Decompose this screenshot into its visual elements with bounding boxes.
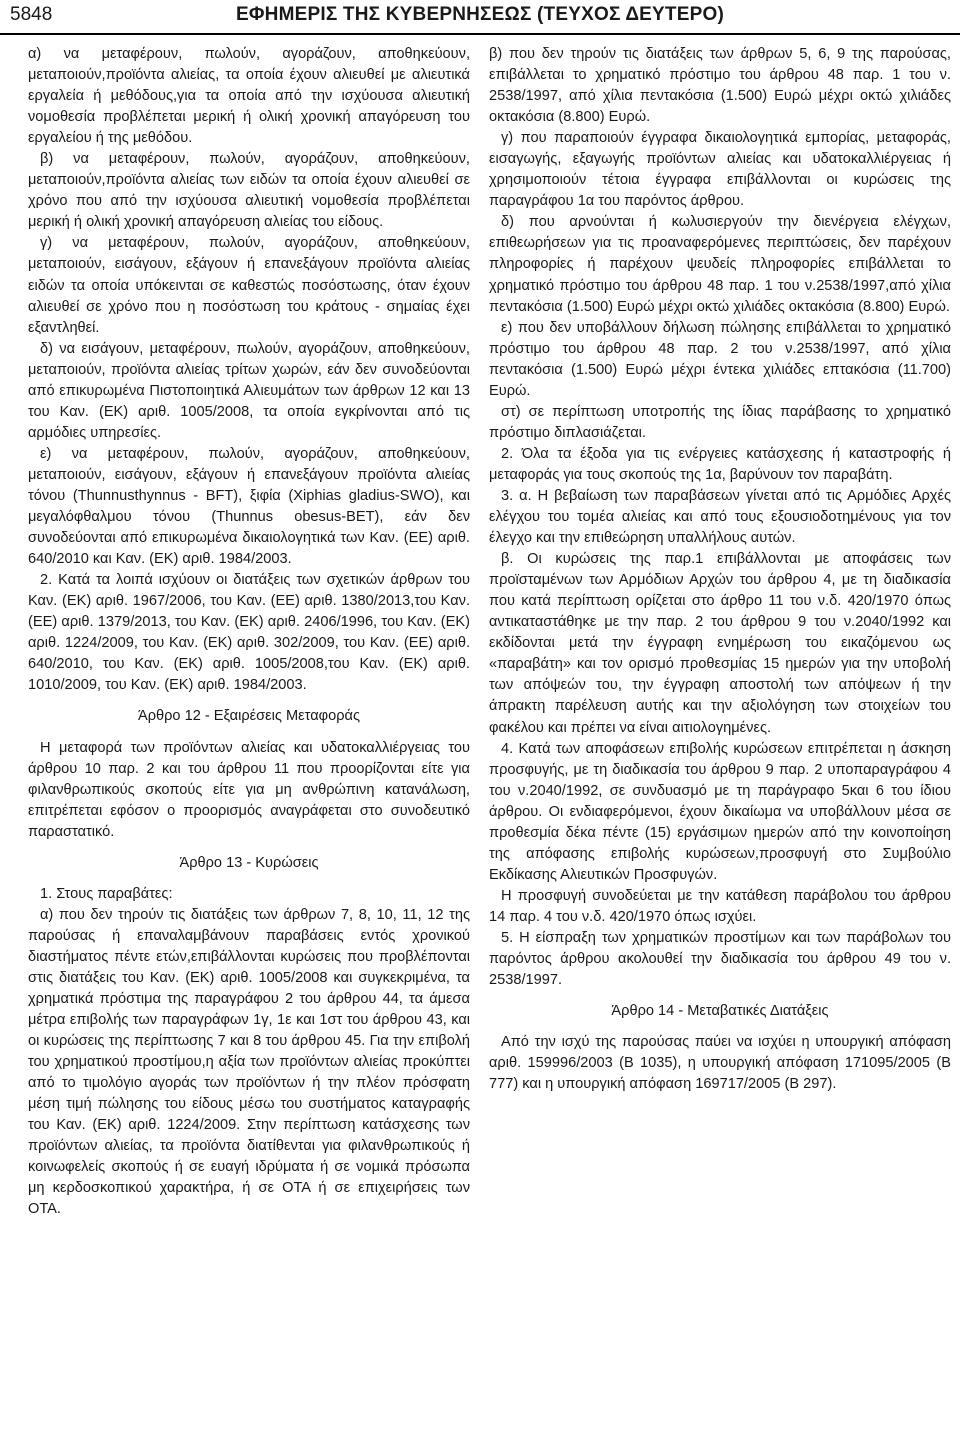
paragraph: γ) που παραποιούν έγγραφα δικαιολογητικά εμπορίας, μεταφοράς, εισαγωγής, εξαγωγής προϊόντων αλιείας και υδατοκαλλιέργειας ή χρησιμοποιούν τέτοια έγγραφα επιβάλλονται οι κυρώσεις της παραγράφου 1α του παρόντος άρθρου. <box>489 130 951 210</box>
gazette-title: ΕΦΗΜΕΡΙΣ ΤΗΣ ΚΥΒΕΡΝΗΣΕΩΣ (ΤΕΥΧΟΣ ΔΕΥΤΕΡΟ) <box>236 4 724 25</box>
paragraph: στ) σε περίπτωση υποτροπής της ίδιας παράβασης το χρηματικό πρόστιμο διπλασιάζεται. <box>489 403 951 441</box>
paragraph: 2. Όλα τα έξοδα για τις ενέργειες κατάσχεσης ή καταστροφής ή μεταφοράς για τους σκοπούς της 1α, βαρύνουν τον παραβάτη. <box>489 445 951 483</box>
paragraph: α) που δεν τηρούν τις διατάξεις των άρθρων 7, 8, 10, 11, 12 της παρούσας ή επαναλαμβάνουν παραβάσεις εντός χρονικού διαστήματος πέντε ετών,επιβάλλονται κυρώσεις που προβλέπονται στις διατάξεις του Καν. (ΕΚ) αριθ. 1005/2008 και συγκεκριμένα, τα χρηματικά πρόστιμα της παραγράφου 2 του άρθρου 44, τα άμεσα μέτρα επιβολής των παραγράφων 1γ, 1ε και 1στ του άρθρου 43, και οι κυρώσεις της περίπτωσης 7 και 8 του άρθρου 45. Για την επιβολή του χρηματικού προστίμου,η αξία των προϊόντων αλιείας προκύπτει από το τιμολόγιο αγοράς των προϊόντων ή την πλέον πρόσφατη μέση τιμή πώλησης του είδους μέσω του συστήματος καταγραφής του Καν. (ΕΚ) αριθ. 1224/2009. Στην περίπτωση κατάσχεσης των προϊόντων αλιείας, τα προϊόντα διατίθενται για φιλανθρωπικούς ή κοινωφελείς σκοπούς ή σε ευαγή ιδρύματα ή σε νομικά πρόσωπα μη κερδοσκοπικού χαρακτήρα, ή σε ΟΤΑ ή σε επιχειρήσεις των ΟΤΑ. <box>28 906 470 1218</box>
paragraph: 5. Η είσπραξη των χρηματικών προστίμων και των παράβολων του παρόντος άρθρου ακολουθεί την διαδικασία του άρθρου 49 του ν. 2538/1997. <box>489 929 951 989</box>
paragraph: ε) να μεταφέρουν, πωλούν, αγοράζουν, αποθηκεύουν, μεταποιούν, εισάγουν, εξάγουν ή επανεξάγουν προϊόντα αλιείας τόνου (Thunnusthynnus - BFT), ξιφία (Xiphias gladius-SWO), και μεγαλόφθαλμου τόνου (Thunnus obesus-BET), εάν δεν συνοδεύονται από επικυρωμένα δικαιολογητικά των Καν. (ΕΕ) αριθ. 640/2010 και Καν. (ΕΚ) αριθ. 1984/2003. <box>28 445 470 568</box>
paragraph: Η μεταφορά των προϊόντων αλιείας και υδατοκαλλιέργειας του άρθρου 10 παρ. 2 και του άρθρου 11 που προορίζονται είτε για φιλανθρωπικούς σκοπούς είτε για μη ανθρώπινη κατανάλωση, επιτρέπεται εφόσον ο προορισμός αναγράφεται στο συνοδευτικό παραστατικό. <box>28 739 470 840</box>
paragraph: δ) να εισάγουν, μεταφέρουν, πωλούν, αγοράζουν, αποθηκεύουν, μεταποιούν, προϊόντα αλιείας τρίτων χωρών, εάν δεν συνοδεύονται από επικυρωμένα Πιστοποιητικά Αλιευμάτων των άρθρων 12 και 13 του Καν. (ΕΚ) αριθ. 1005/2008, τα οποία εγκρίνονται από τις αρμόδιες υπηρεσίες. <box>28 340 470 441</box>
paragraph: 1. Στους παραβάτες: <box>40 885 173 902</box>
header-rule <box>0 33 960 35</box>
page-number: 5848 <box>10 4 53 25</box>
paragraph: β) να μεταφέρουν, πωλούν, αγοράζουν, αποθηκεύουν, μεταποιούν,προϊόντα αλιείας των ειδών τα οποία έχουν αλιευθεί σε χρόνο που από την ισχύουσα αλιευτική νομοθεσία προβλέπεται μερική ή ολική χρονική απαγόρευση αλιείας του είδους. <box>28 151 470 231</box>
paragraph: Από την ισχύ της παρούσας παύει να ισχύει η υπουργική απόφαση αριθ. 159996/2003 (Β 1035), η υπουργική απόφαση 171095/2005 (Β 777) και η υπουργική απόφαση 169717/2005 (Β 297). <box>489 1034 951 1093</box>
paragraph: γ) να μεταφέρουν, πωλούν, αγοράζουν, αποθηκεύουν, μεταποιούν, εισάγουν, εξάγουν ή επανεξάγουν προϊόντα αλιείας ειδών τα οποία υπόκεινται σε καθεστώς ποσόστωσης, όταν έχουν αλιευθεί σε χρόνο που η ποσόστωση του κράτους - σημαίας έχει εξαντληθεί. <box>28 235 470 336</box>
right-column <box>489 44 951 1095</box>
paragraph: 2. Κατά τα λοιπά ισχύουν οι διατάξεις των σχετικών άρθρων του Καν. (ΕΚ) αριθ. 1967/2006, του Καν. (ΕΕ) αριθ. 1380/2013,του Καν. (ΕΕ) αριθ. 1379/2013, του Καν. (ΕΚ) αριθ. 2406/1996, του Καν. (ΕΚ) αριθ. 1224/2009, του Καν. (ΕΚ) αριθ. 302/2009, του Καν. (ΕΕ) αριθ. 640/2010, του Καν. (ΕΚ) αριθ. 1005/2008,του Καν. (ΕΚ) αριθ. 1010/2009, του Καν. (ΕΚ) αριθ. 1984/2003. <box>28 572 470 694</box>
article-12-heading: Άρθρο 12 - Εξαιρέσεις Μεταφοράς <box>137 708 361 725</box>
page-header <box>0 0 960 34</box>
article-13-heading: Άρθρο 13 - Κυρώσεις <box>179 854 319 871</box>
paragraph: Η προσφυγή συνοδεύεται με την κατάθεση παράβολου του άρθρου 14 παρ. 4 του ν.δ. 420/1970 όπως ισχύει. <box>489 887 951 925</box>
left-column <box>28 44 470 1221</box>
paragraph: β. Οι κυρώσεις της παρ.1 επιβάλλονται με αποφάσεις των προϊσταμένων των Αρμόδιων Αρχών του άρθρου 4, με τη διαδικασία που κατά περίπτωση ορίζεται στο άρθρο 11 του ν.δ. 420/1970 όπως αντικαταστάθηκε με την παρ. 2 του άρθρου 9 του ν.2040/1992 και εκδίδονται μετά την έγγραφη ενημέρωση του εικαζόμενου ως «παραβάτη» και τον ορισμό προθεσμίας 15 ημερών για την υποβολή των απόψεών του, την έγγραφη αποστολή των απόψεων ή την άπρακτη παρέλευση αυτής και την αξιολόγηση των στοιχείων του φακέλου και πρέπει να είναι αιτιολογημένες. <box>489 551 951 736</box>
paragraph: α) να μεταφέρουν, πωλούν, αγοράζουν, αποθηκεύουν, μεταποιούν,προϊόντα αλιείας, τα οποία έχουν αλιευθεί με αλιευτικά εργαλεία ή μεθόδους,για τα οποία από την ισχύουσα αλιευτική νομοθεσία προβλέπεται μερική ή ολική χρονική απαγόρευση του εργαλείου ή της μεθόδου. <box>28 46 470 147</box>
article-14-heading: Άρθρο 14 - Μεταβατικές Διατάξεις <box>611 1003 829 1020</box>
paragraph: β) που δεν τηρούν τις διατάξεις των άρθρων 5, 6, 9 της παρούσας, επιβάλλεται το χρηματικό πρόστιμο του άρθρου 48 παρ. 1 του ν. 2538/1997, από χίλια πεντακόσια (1.500) Ευρώ μέχρι οκτώ χιλιάδες οκτακόσια (8.800) Ευρώ. <box>489 46 951 126</box>
paragraph: 4. Κατά των αποφάσεων επιβολής κυρώσεων επιτρέπεται η άσκηση προσφυγής, με τη διαδικασία του άρθρου 9 παρ. 2 υποπαραγράφου 4 του ν.2040/1992, σε συνδυασμό με τη παράγραφο 5και 6 του ίδιου άρθρου. Οι ενδιαφερόμενοι, έχουν δικαίωμα να υποβάλλουν μέσα σε προθεσμία δέκα πέντε (15) εργάσιμων ημερών από την κοινοποίηση της απόφασης επιβολής κυρώσεων,προσφυγή στο Συμβούλιο Εκδίκασης Αλιευτικών Προσφυγών. <box>489 740 951 883</box>
paragraph: 3. α. Η βεβαίωση των παραβάσεων γίνεται από τις Αρμόδιες Αρχές ελέγχου του τομέα αλιείας και από τους εξουσιοδοτημένους για τον έλεγχο και την επιθεώρηση υπαλλήλους αυτών. <box>489 487 951 547</box>
paragraph: ε) που δεν υποβάλλουν δήλωση πώλησης επιβάλλεται το χρηματικό πρόστιμο του άρθρου 48 παρ. 2 του ν.2538/1997, από χίλια πεντακόσια (1.500) Ευρώ μέχρι έντεκα χιλιάδες επτακόσια (11.700) Ευρώ. <box>489 319 951 399</box>
paragraph: δ) που αρνούνται ή κωλυσιεργούν την διενέργεια ελέγχων, επιθεωρήσεων για τις προαναφερόμενες περιπτώσεις, δεν παρέχουν πληροφορίες ή παρέχουν ψευδείς πληροφορίες επιβάλλεται το χρηματικό πρόστιμο του άρθρου 48 παρ. 1 του ν.2538/1997,από χίλια πεντακόσια (1.500) Ευρώ μέχρι οκτώ χιλιάδες οκτακόσια (8.800) Ευρώ. <box>489 214 951 315</box>
